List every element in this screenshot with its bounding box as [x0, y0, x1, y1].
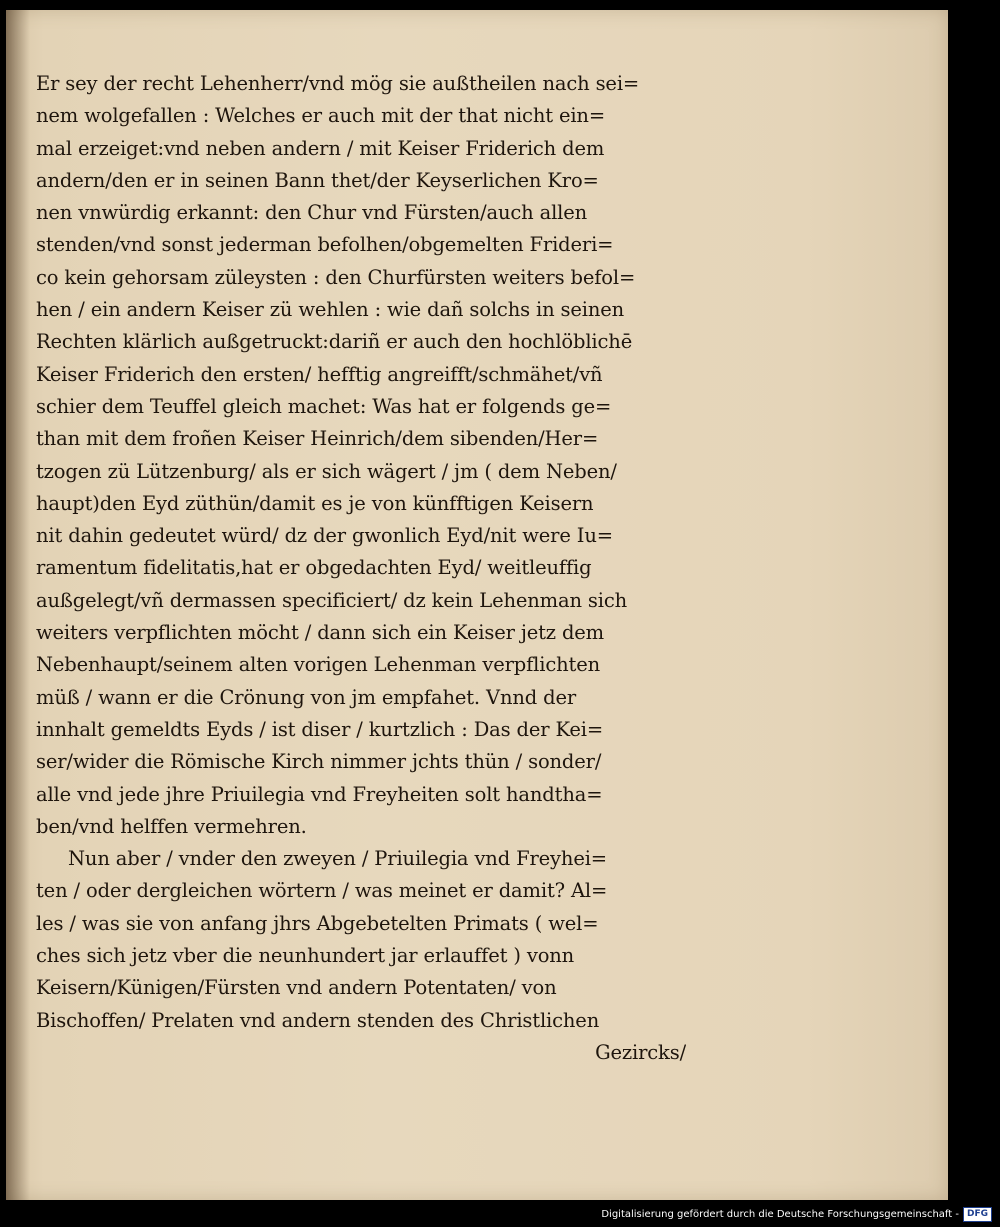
text-line: Keiser Friderich den ersten/ hefftig angreifft/schmähet/vñ	[36, 362, 603, 386]
text-line: ramentum fidelitatis,hat er obgedachten Eyd/ weitleuffig	[36, 556, 592, 580]
paragraph-start-line: Nun aber / vnder den zweyen / Priuilegia vnd Freyhei=	[68, 847, 607, 871]
credit-text: Digitalisierung gefördert durch die Deutsche Forschungsgemeinschaft -	[601, 1208, 959, 1220]
text-line: außgelegt/vñ dermassen specificiert/ dz kein Lehenman sich	[36, 588, 628, 612]
text-line: Er sey der recht Lehenherr/vnd mög sie außtheilen nach sei=	[36, 72, 640, 95]
text-line: than mit dem froñen Keiser Heinrich/dem sibenden/Her=	[36, 427, 599, 451]
text-line: Keisern/Künigen/Fürsten vnd andern Potentaten/ von	[36, 976, 557, 1000]
text-line: ben/vnd helffen vermehren.	[36, 814, 307, 838]
scanned-page	[6, 10, 948, 1200]
text-line: co kein gehorsam züleysten : den Churfürsten weiters befol=	[36, 265, 636, 289]
text-block	[36, 68, 686, 1069]
text-line: ten / oder dergleichen wörtern / was meinet er damit? Al=	[36, 879, 608, 903]
text-line: müß / wann er die Crönung von jm empfahet. Vnnd der	[36, 685, 577, 709]
text-line: nem wolgefallen : Welches er auch mit der that nicht ein=	[36, 104, 606, 128]
text-line: Bischoffen/ Prelaten vnd andern stenden des Christlichen	[36, 1008, 600, 1032]
text-line: alle vnd jede jhre Priuilegia vnd Freyheiten solt handtha=	[36, 782, 603, 806]
text-line: haupt)den Eyd züthün/damit es je von künfftigen Keisern	[36, 491, 594, 515]
text-line: weiters verpflichten möcht / dann sich ein Keiser jetz dem	[36, 621, 605, 645]
text-line: les / was sie von anfang jhrs Abgebetelten Primats ( wel=	[36, 911, 599, 935]
text-line: schier dem Teuffel gleich machet: Was hat er folgends ge=	[36, 394, 612, 418]
text-line: ches sich jetz vber die neunhundert jar erlauffet ) vonn	[36, 944, 575, 968]
text-line: stenden/vnd sonst jederman befolhen/obgemelten Frideri=	[36, 233, 614, 257]
text-line: hen / ein andern Keiser zü wehlen : wie dañ solchs in seinen	[36, 298, 625, 322]
text-line: andern/den er in seinen Bann thet/der Keyserlichen Kro=	[36, 168, 599, 192]
footer-credit	[601, 1205, 992, 1223]
catchword: Gezircks/	[595, 1040, 686, 1064]
text-line: innhalt gemeldts Eyds / ist diser / kurtzlich : Das der Kei=	[36, 717, 604, 741]
text-line: tzogen zü Lützenburg/ als er sich wägert / jm ( dem Neben/	[36, 459, 617, 483]
text-line: mal erzeiget:vnd neben andern / mit Keiser Friderich dem	[36, 136, 605, 160]
text-line: ser/wider die Römische Kirch nimmer jchts thün / sonder/	[36, 750, 602, 774]
text-line: nen vnwürdig erkannt: den Chur vnd Fürsten/auch allen	[36, 201, 588, 225]
text-line: Rechten klärlich außgetruckt:dariñ er auch den hochlöblichē	[36, 330, 633, 354]
dfg-logo: DFG	[963, 1207, 992, 1222]
text-line: Nebenhaupt/seinem alten vorigen Lehenman verpflichten	[36, 653, 601, 677]
text-line: nit dahin gedeutet würd/ dz der gwonlich Eyd/nit were Iu=	[36, 524, 613, 548]
